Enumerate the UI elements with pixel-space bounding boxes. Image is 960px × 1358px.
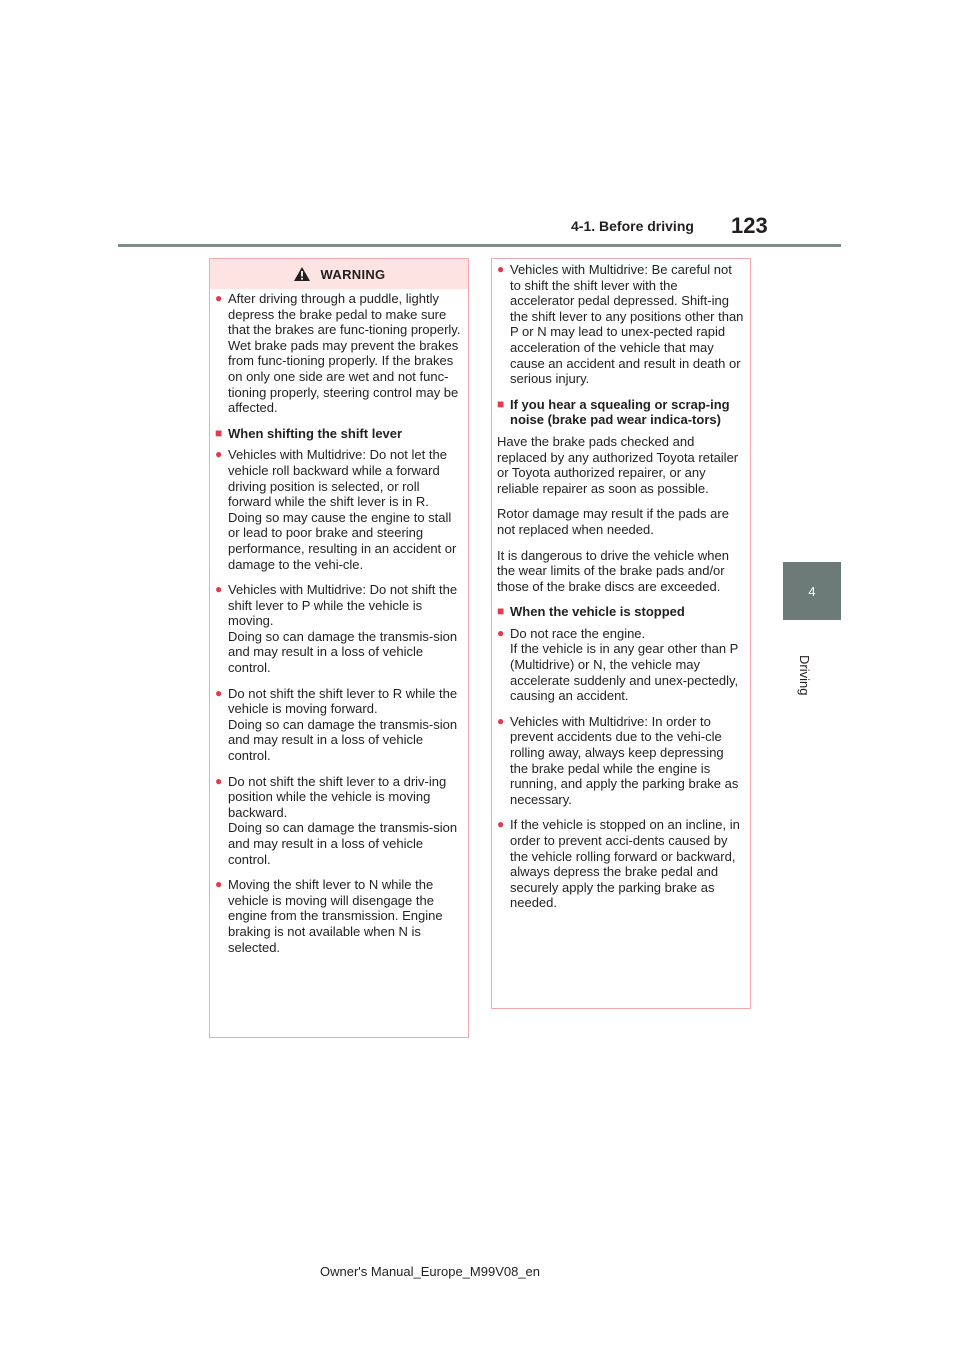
bullet-dot-icon: ● — [215, 291, 223, 305]
warning-panel-right — [491, 258, 751, 1009]
list-item — [215, 582, 462, 676]
subsection-heading-text: If you hear a squealing or scrap-ing noise (brake pad wear indica-tors) — [510, 396, 730, 428]
list-item-text: Moving the shift lever to N while the vehicle is moving will disengage the engine from the transmission. Engine braking is not available when N is selected. — [228, 877, 443, 955]
list-item — [497, 714, 744, 808]
list-item — [497, 817, 744, 911]
bullet-dot-icon: ● — [215, 582, 223, 597]
square-bullet-icon: ■ — [497, 396, 505, 411]
list-item-text: Do not shift the shift lever to a driv-ing position while the vehicle is moving backward. Doing so can damage the transmis-sion and may result in a loss of vehicle control. — [228, 773, 458, 867]
page-footer: Owner's Manual_Europe_M99V08_en — [320, 1264, 541, 1279]
bullet-dot-icon: ● — [215, 877, 223, 892]
list-item — [215, 447, 462, 572]
warning-title: WARNING — [320, 266, 386, 282]
chapter-number: 4 — [808, 583, 816, 599]
bullet-dot-icon: ● — [497, 262, 505, 276]
list-item-text: Do not race the engine. If the vehicle is in any gear other than P (Multidrive) or N, the vehicle may accelerate suddenly and unex-pectedly, causing an accident. — [510, 625, 739, 704]
list-item-text: Vehicles with Multidrive: Be careful not to shift the shift lever with the accelerator pedal depressed. Shift-ing the shift lever to any positions other than P or N may lead to unex-pected rapid acceleration of the vehicle that may cause an accident and result in death or serious injury. — [510, 262, 744, 387]
list-item — [215, 291, 462, 416]
paragraph: It is dangerous to drive the vehicle when the wear limits of the brake pads and/or those of the brake discs are exceeded. — [497, 547, 729, 594]
subsection-heading — [497, 604, 744, 620]
list-item-text: If the vehicle is stopped on an incline, in order to prevent acci-dents caused by the vehicle rolling forward or backward, always depress the brake pedal and securely apply the parking brake as needed. — [510, 817, 740, 911]
warning-triangle-icon — [293, 266, 311, 282]
list-item-text: Do not shift the shift lever to R while the vehicle is moving forward. Doing so can damage the transmis-sion and may result in a loss of vehicle control. — [228, 685, 458, 764]
bullet-dot-icon: ● — [497, 713, 505, 728]
subsection-heading — [215, 426, 462, 442]
warning-panel-left — [209, 258, 469, 1038]
section-title: 4-1. Before driving — [571, 218, 694, 234]
subsection-heading — [497, 397, 744, 428]
paragraph: Rotor damage may result if the pads are not replaced when needed. — [497, 506, 729, 537]
header-divider — [118, 244, 841, 247]
list-item — [497, 262, 744, 387]
square-bullet-icon: ■ — [497, 604, 505, 619]
warning-header — [210, 259, 468, 289]
list-item-text: Vehicles with Multidrive: Do not let the vehicle roll backward while a forward driving position is selected, or roll forward while the shift lever is in R. Doing so may cause the engine to stall or lead to poor brake and steering performance, resulting in an accident or damage to the vehi-cle. — [228, 447, 457, 572]
subsection-heading-text: When shifting the shift lever — [228, 425, 403, 441]
chapter-tab — [783, 562, 841, 620]
square-bullet-icon: ■ — [215, 425, 223, 440]
chapter-label: Driving — [797, 655, 812, 696]
list-item-text: Vehicles with Multidrive: Do not shift the shift lever to P while the vehicle is moving. Doing so can damage the transmis-sion and may result in a loss of vehicle control. — [228, 582, 458, 676]
list-item — [497, 626, 744, 704]
subsection-heading-text: When the vehicle is stopped — [510, 604, 685, 620]
list-item-text: Vehicles with Multidrive: In order to prevent accidents due to the vehi-cle rolling away, always keep depressing the brake pedal while the engine is running, and apply the parking brake as necessary. — [510, 713, 739, 807]
bullet-dot-icon: ● — [497, 625, 505, 640]
bullet-dot-icon: ● — [497, 817, 505, 832]
paragraph: Have the brake pads checked and replaced by any authorized Toyota retailer or Toyota authorized repairer, or any reliable repairer as soon as possible. — [497, 433, 739, 496]
bullet-dot-icon: ● — [215, 685, 223, 700]
bullet-dot-icon: ● — [215, 773, 223, 788]
bullet-dot-icon: ● — [215, 447, 223, 462]
page-number: 123 — [731, 213, 768, 238]
list-item-text: After driving through a puddle, lightly depress the brake pedal to make sure that the brakes are func-tioning properly. Wet brake pads may prevent the brakes from func-tioning properly. If the brakes on only one side are wet and not func-tioning properly, steering control may be affected. — [228, 291, 461, 416]
list-item — [215, 686, 462, 764]
list-item — [215, 877, 462, 955]
list-item — [215, 774, 462, 868]
